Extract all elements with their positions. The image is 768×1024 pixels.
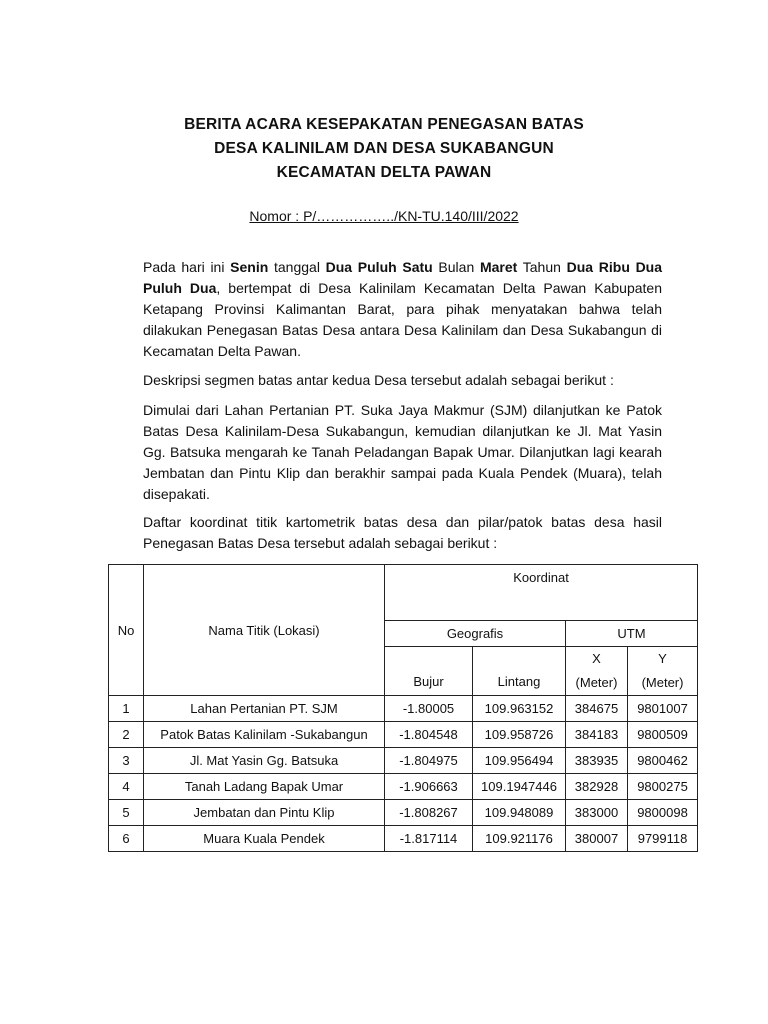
document-title-line-2: DESA KALINILAM DAN DESA SUKABANGUN xyxy=(214,140,554,157)
cell-bujur: -1.808267 xyxy=(385,800,473,826)
cell-y: 9800509 xyxy=(628,722,698,748)
table-row xyxy=(109,800,698,826)
header-koordinat: Koordinat xyxy=(385,565,698,621)
cell-nama: Jembatan dan Pintu Klip xyxy=(144,800,385,826)
cell-nama: Jl. Mat Yasin Gg. Batsuka xyxy=(144,748,385,774)
cell-bujur: -1.804548 xyxy=(385,722,473,748)
opening-paragraph xyxy=(143,257,662,362)
cell-x: 384183 xyxy=(566,722,628,748)
header-x-label: X xyxy=(592,651,601,666)
cell-bujur: -1.906663 xyxy=(385,774,473,800)
cell-y: 9800462 xyxy=(628,748,698,774)
cell-bujur: -1.80005 xyxy=(385,696,473,722)
cell-lintang: 109.963152 xyxy=(473,696,566,722)
header-x-unit: (Meter) xyxy=(575,675,618,690)
segment-description-intro: Deskripsi segmen batas antar kedua Desa tersebut adalah sebagai berikut : xyxy=(143,372,614,388)
cell-y: 9799118 xyxy=(628,826,698,852)
header-utm: UTM xyxy=(566,621,698,647)
para1-text-4: Tahun xyxy=(517,259,567,275)
header-y-label: Y xyxy=(658,651,667,666)
cell-y: 9801007 xyxy=(628,696,698,722)
cell-no: 6 xyxy=(109,826,144,852)
cell-y: 9800098 xyxy=(628,800,698,826)
document-number: Nomor : P/……………../KN-TU.140/III/2022 xyxy=(249,208,519,224)
header-no: No xyxy=(109,565,144,696)
cell-no: 5 xyxy=(109,800,144,826)
table-row xyxy=(109,774,698,800)
cell-no: 2 xyxy=(109,722,144,748)
segment-description: Dimulai dari Lahan Pertanian PT. Suka Jaya Makmur (SJM) dilanjutkan ke Patok Batas Desa Kalinilam-Desa Sukabangun, kemudian dilanjutkan ke Jl. Mat Yasin Gg. Batsuka mengarah ke Tanah Peladangan Bapak Umar. Dilanjutkan lagi kearah Jembatan dan Pintu Klip dan berakhir sampai pada Kuala Pendek (Muara), telah disepakati. xyxy=(143,402,662,502)
cell-lintang: 109.956494 xyxy=(473,748,566,774)
document-title-line-1: BERITA ACARA KESEPAKATAN PENEGASAN BATAS xyxy=(184,116,584,133)
cell-lintang: 109.1947446 xyxy=(473,774,566,800)
cell-x: 383935 xyxy=(566,748,628,774)
cell-no: 1 xyxy=(109,696,144,722)
table-row xyxy=(109,748,698,774)
para1-year: Dua Ribu Dua Puluh Dua xyxy=(143,259,663,296)
para1-text-3: Bulan xyxy=(432,259,480,275)
para1-date: Dua Puluh Satu xyxy=(325,259,433,275)
table-row xyxy=(109,696,698,722)
coordinate-table xyxy=(108,564,698,852)
cell-lintang: 109.948089 xyxy=(473,800,566,826)
cell-x: 380007 xyxy=(566,826,628,852)
header-y-unit: (Meter) xyxy=(641,675,684,690)
header-bujur: Bujur xyxy=(385,647,473,696)
para1-text-1: Pada hari ini xyxy=(143,259,231,275)
cell-lintang: 109.958726 xyxy=(473,722,566,748)
cell-bujur: -1.804975 xyxy=(385,748,473,774)
cell-nama: Lahan Pertanian PT. SJM xyxy=(144,696,385,722)
cell-bujur: -1.817114 xyxy=(385,826,473,852)
document-title-line-3: KECAMATAN DELTA PAWAN xyxy=(276,164,492,181)
table-row xyxy=(109,722,698,748)
header-y xyxy=(628,647,698,696)
cell-nama: Muara Kuala Pendek xyxy=(144,826,385,852)
cell-nama: Patok Batas Kalinilam -Sukabangun xyxy=(144,722,385,748)
cell-x: 384675 xyxy=(566,696,628,722)
cell-y: 9800275 xyxy=(628,774,698,800)
para1-month: Maret xyxy=(479,259,518,275)
cell-x: 383000 xyxy=(566,800,628,826)
cell-lintang: 109.921176 xyxy=(473,826,566,852)
cell-nama: Tanah Ladang Bapak Umar xyxy=(144,774,385,800)
cell-no: 4 xyxy=(109,774,144,800)
para1-text-5: , bertempat di Desa Kalinilam Kecamatan Delta Pawan Kabupaten Ketapang Provinsi Kalimantan Barat, para pihak menyatakan bahwa telah dilakukan Penegasan Batas Desa antara Desa Kalinilam dan Desa Sukabangun di Kecamatan Delta Pawan. xyxy=(143,280,662,359)
para1-text-2: tanggal xyxy=(268,259,326,275)
header-geografis: Geografis xyxy=(385,621,566,647)
header-lintang: Lintang xyxy=(473,647,566,696)
table-row xyxy=(109,826,698,852)
para1-day: Senin xyxy=(230,259,269,275)
coordinate-list-intro: Daftar koordinat titik kartometrik batas desa dan pilar/patok batas desa hasil Penegasan Batas Desa tersebut adalah sebagai berikut : xyxy=(143,514,662,551)
header-x xyxy=(566,647,628,696)
cell-x: 382928 xyxy=(566,774,628,800)
cell-no: 3 xyxy=(109,748,144,774)
header-nama-titik: Nama Titik (Lokasi) xyxy=(144,565,385,696)
